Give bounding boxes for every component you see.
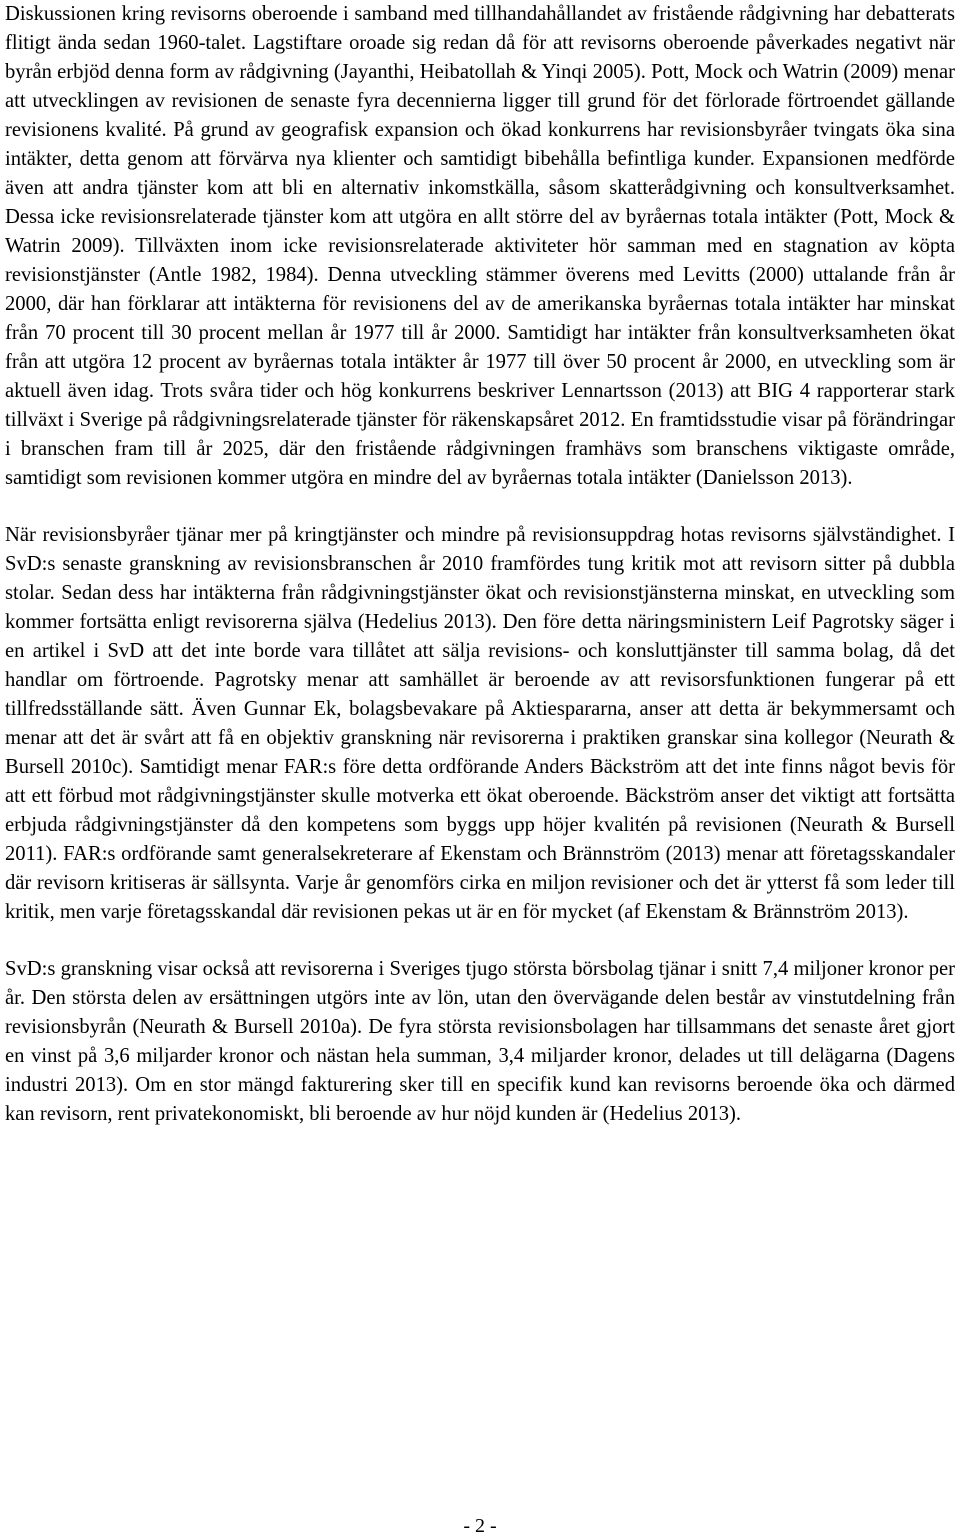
- paragraph-sjalvstandighet: När revisionsbyråer tjänar mer på kringtjänster och mindre på revisionsuppdrag hotas revisorns självständighet. I SvD:s senaste granskning av revisionsbranschen år 2010 framfördes tung kritik mot att revisorn sitter på dubbla stolar. Sedan dess har intäkterna från rådgivningstjänster ökat och revisionstjänsterna minskat, en utveckling som kommer fortsätta enligt revisorerna själva (Hedelius 2013). Den före detta näringsministern Leif Pagrotsky säger i en artikel i SvD att det inte borde vara tillåtet att sälja revisions- och konsluttjänster till samma bolag, då det handlar om förtroende. Pagrotsky menar att samhället är beroende av att revisorsfunktionen fungerar på ett tillfredsställande sätt. Även Gunnar Ek, bolagsbevakare på Aktiespararna, anser att detta är bekymmersamt och menar att det är svårt att få en objektiv granskning när revisorerna i praktiken granskar sina kollegor (Neurath & Bursell 2010c). Samtidigt menar FAR:s före detta ordförande Anders Bäckström att det inte finns något bevis för att ett förbud mot rådgivningstjänster skulle motverka ett ökat oberoende. Bäckström anser det viktigt att fortsätta erbjuda rådgivningstjänster då den kompetens som byggs upp höjer kvalitén på revisionen (Neurath & Bursell 2011). FAR:s ordförande samt generalsekreterare af Ekenstam och Brännström (2013) menar att företagsskandaler där revisorn kritiseras är sällsynta. Varje år genomförs cirka en miljon revisioner och det är ytterst få som leder till kritik, men varje företagsskandal där revisionen pekas ut är en för mycket (af Ekenstam & Brännström 2013).: [5, 524, 955, 923]
- page-number: - 2 -: [463, 1515, 497, 1537]
- paragraph-revisorns-oberoende: Diskussionen kring revisorns oberoende i samband med tillhandahållandet av fristående rådgivning har debatterats flitigt ända sedan 1960-talet. Lagstiftare oroade sig redan då för att revisorns oberoende påverkades negativt när byrån erbjöd denna form av rådgivning (Jayanthi, Heibatollah & Yinqi 2005). Pott, Mock och Watrin (2009) menar att utvecklingen av revisionen de senaste fyra decennierna ligger till grund för det förlorade förtroendet gällande revisionens kvalité. På grund av geografisk expansion och ökad konkurrens har revisionsbyråer tvingats öka sina intäkter, detta genom att förvärva nya klienter och samtidigt bibehålla befintliga kunder. Expansionen medförde även att andra tjänster kom att bli en alternativ inkomstkälla, såsom skatterådgivning och konsultverksamhet. Dessa icke revisionsrelaterade tjänster kom att utgöra en allt större del av byråernas totala intäkter (Pott, Mock & Watrin 2009). Tillväxten inom icke revisionsrelaterade aktiviteter hör samman med en stagnation av köpta revisionstjänster (Antle 1982, 1984). Denna utveckling stämmer överens med Levitts (2000) uttalande från år 2000, där han förklarar att intäkterna för revisionens del av de amerikanska byråernas totala intäkter har minskat från 70 procent till 30 procent mellan år 1977 till år 2000. Samtidigt har intäkter från konsultverksamheten ökat från att utgöra 12 procent av byråernas totala intäkter år 1977 till över 50 procent år 2000, en utveckling som är aktuell även idag. Trots svåra tider och hög konkurrens beskriver Lennartsson (2013) att BIG 4 rapporterar stark tillväxt i Sverige på rådgivningsrelaterade tjänster för räkenskapsåret 2012. En framtidsstudie visar på förändringar i branschen fram till år 2025, där den fristående rådgivningen framhävs som branschens viktigaste område, samtidigt som revisionen kommer utgöra en mindre del av byråernas totala intäkter (Danielsson 2013).: [5, 3, 955, 489]
- document-page: [5, 0, 955, 1129]
- paragraph-svd-granskning: SvD:s granskning visar också att revisorerna i Sveriges tjugo största börsbolag tjänar i snitt 7,4 miljoner kronor per år. Den största delen av ersättningen utgörs inte av lön, utan den övervägande delen består av vinstutdelning från revisionsbyrån (Neurath & Bursell 2010a). De fyra största revisionsbolagen har tillsammans det senaste året gjort en vinst på 3,6 miljarder kronor och nästan hela summan, 3,4 miljarder kronor, delades ut till delägarna (Dagens industri 2013). Om en stor mängd fakturering sker till en specifik kund kan revisorns beroende öka och därmed kan revisorn, rent privatekonomiskt, bli beroende av hur nöjd kunden är (Hedelius 2013).: [5, 958, 955, 1125]
- paragraph-spacer: [5, 927, 955, 955]
- paragraph-spacer: [5, 493, 955, 521]
